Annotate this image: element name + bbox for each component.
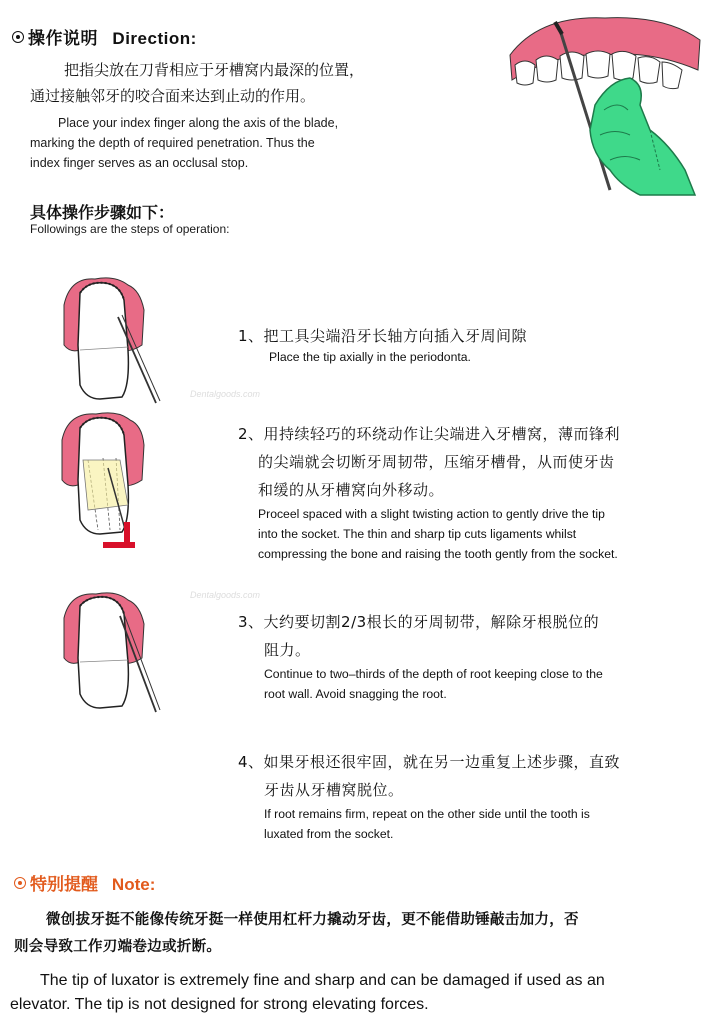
bullet-circle-icon — [12, 31, 24, 43]
step-3-en-line-2: root wall. Avoid snagging the root. — [264, 687, 447, 701]
step-1 — [238, 322, 527, 367]
direction-title-en: Direction: — [112, 29, 197, 48]
step-3 — [238, 608, 603, 704]
note-en-line-1: The tip of luxator is extremely fine and sharp and can be damaged if used as an — [40, 972, 605, 989]
step-2 — [238, 420, 620, 564]
step-4-zh-line-1: 4、如果牙根还很牢固，就在另一边重复上述步骤，直致 — [238, 753, 621, 771]
step-1-en-line-1: Place the tip axially in the periodonta. — [269, 350, 471, 364]
watermark-2: Dentalgoods.com — [190, 590, 261, 600]
step-4 — [238, 748, 620, 844]
steps-header-zh: 具体操作步骤如下： — [30, 203, 175, 222]
note-title-en: Note: — [111, 875, 156, 894]
direction-zh-line-2: 通过接触邻牙的咬合面来达到止动的作用。 — [30, 87, 316, 105]
step-4-en-line-2: luxated from the socket. — [264, 827, 394, 841]
step-2-zh-line-2: 的尖端就会切断牙周韧带，压缩牙槽骨，从而使牙齿 — [258, 453, 615, 471]
step-3-en-line-1: Continue to two–thirds of the depth of root keeping close to the — [264, 667, 603, 681]
step-2-tooth-illustration — [58, 410, 178, 555]
step-4-en-line-1: If root remains firm, repeat on the other side until the tooth is — [264, 807, 590, 821]
step-2-en-line-3: compressing the bone and raising the tooth gently from the socket. — [258, 547, 618, 561]
note-heading — [14, 870, 155, 895]
direction-title-zh: 操作说明 — [28, 29, 98, 49]
direction-en-line-3: index finger serves as an occlusal stop. — [30, 156, 249, 170]
step-4-zh-line-2: 牙齿从牙槽窝脱位。 — [264, 781, 404, 799]
step-3-zh-line-2: 阻力。 — [264, 641, 311, 659]
step-1-zh-line-1: 1、把工具尖端沿牙长轴方向插入牙周间隙 — [238, 327, 528, 345]
step-3-zh-line-1: 3、大约要切割2/3根长的牙周韧带，解除牙根脱位的 — [238, 613, 600, 631]
note-zh-line-1: 微创拔牙挺不能像传统牙挺一样使用杠杆力撬动牙齿，更不能借助锤敲击加力，否 — [46, 912, 579, 928]
note-en-line-2: elevator. The tip is not designed for strong elevating forces. — [10, 996, 429, 1013]
bullet-circle-icon — [14, 877, 26, 889]
step-2-en-line-1: Proceel spaced with a slight twisting action to gently drive the tip — [258, 507, 605, 521]
watermark-1: Dentalgoods.com — [190, 389, 261, 399]
steps-header-en: Followings are the steps of operation: — [30, 222, 230, 236]
step-2-en-line-2: into the socket. The thin and sharp tip cuts ligaments whilst — [258, 527, 577, 541]
step-3-tooth-illustration — [60, 590, 170, 715]
direction-heading — [12, 24, 197, 49]
step-2-zh-line-1: 2、用持续轻巧的环绕动作让尖端进入牙槽窝，薄而锋利 — [238, 425, 621, 443]
hand-holding-luxator-illustration — [500, 10, 710, 200]
note-zh-line-2: 则会导致工作刃端卷边或折断。 — [14, 939, 222, 955]
note-title-zh: 特别提醒 — [30, 875, 98, 895]
direction-en-line-2: marking the depth of required penetration. Thus the — [30, 136, 315, 150]
step-1-tooth-illustration — [60, 275, 170, 405]
direction-en-line-1: Place your index finger along the axis of the blade, — [58, 116, 339, 130]
direction-zh-line-1: 把指尖放在刀背相应于牙槽窝内最深的位置， — [64, 61, 365, 79]
step-2-zh-line-3: 和缓的从牙槽窝向外移动。 — [258, 481, 445, 499]
